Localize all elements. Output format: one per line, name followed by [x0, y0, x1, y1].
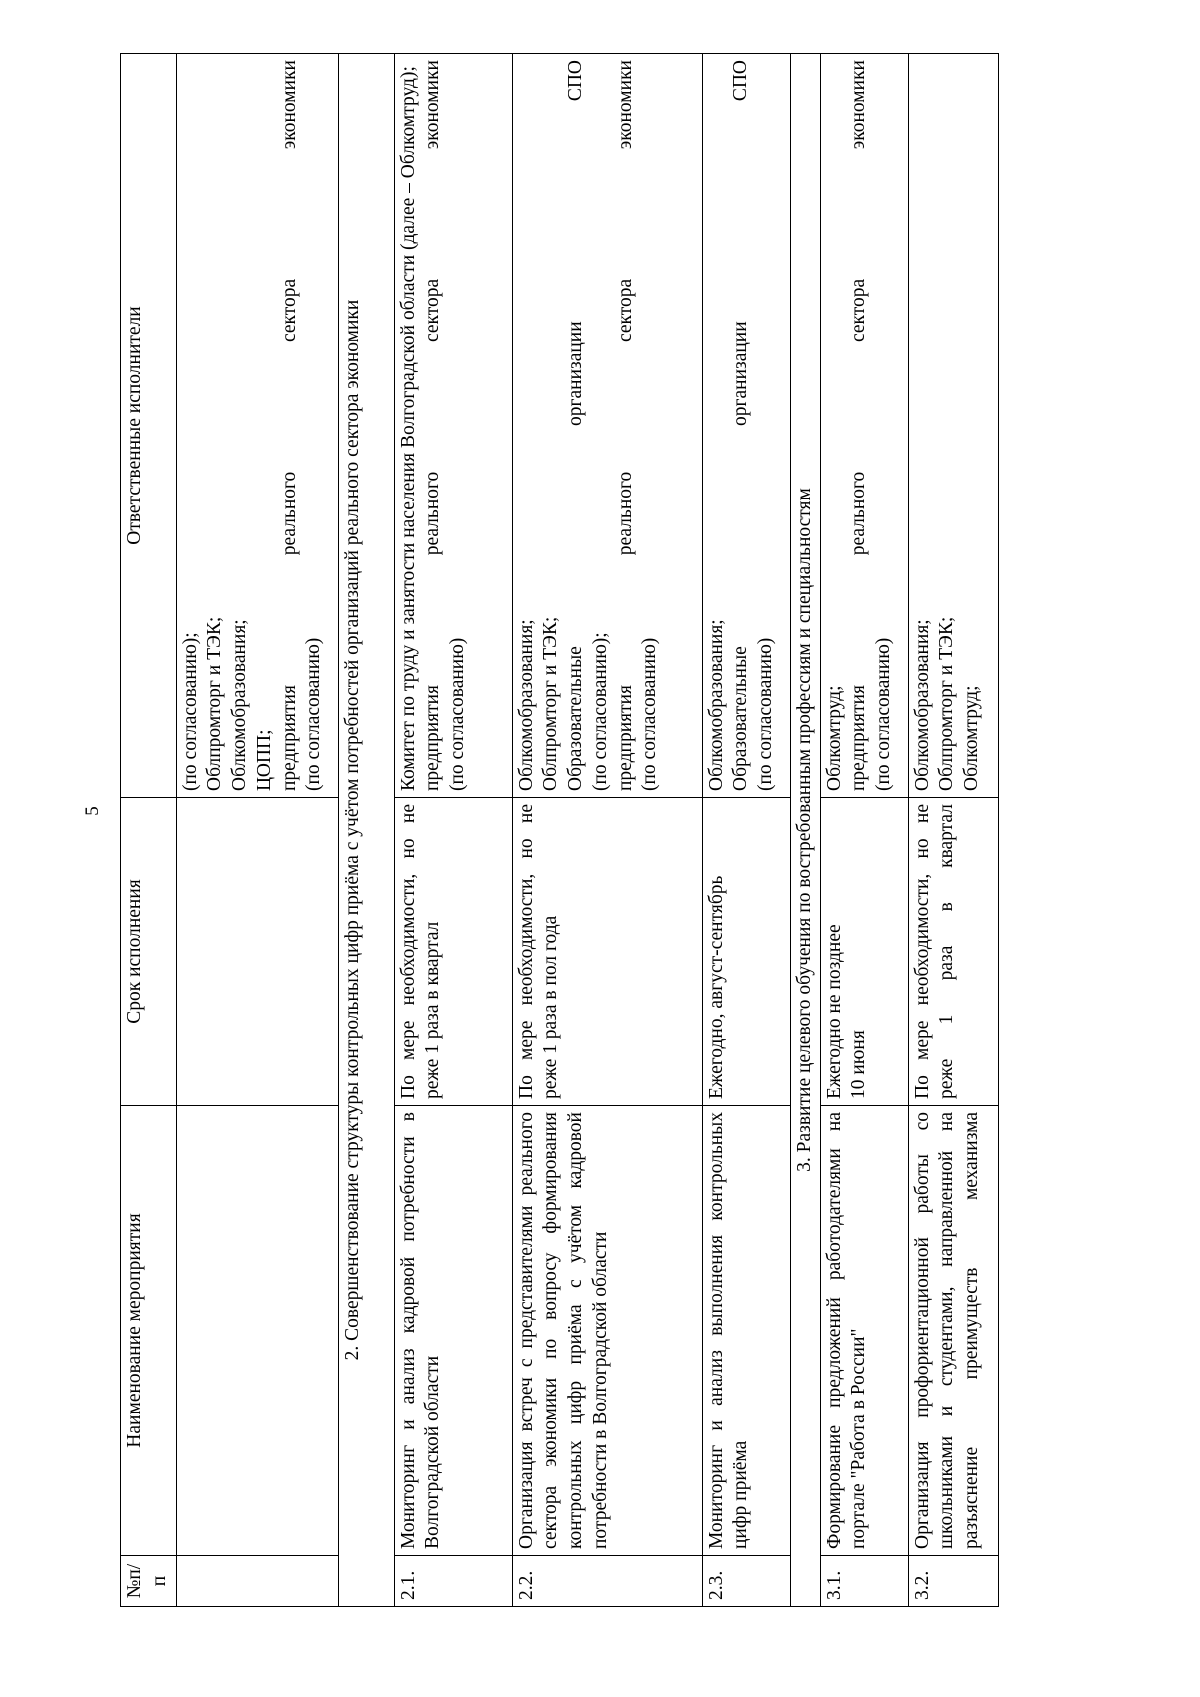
cell-name: Формирование предложений работодателями на портале "Работа в России": [820, 1106, 908, 1556]
resp-line: предприятия реального сектора экономики: [422, 60, 444, 791]
cell-name: Организация встреч с представителями реального сектора экономики по вопросу формирования контрольных цифр приёма с учётом кадровой потребности в Волгоградской области: [512, 1106, 702, 1556]
resp-line: ЦОПП;: [253, 729, 275, 791]
cell-name: Мониторинг и анализ выполнения контрольных цифр приёма: [702, 1106, 790, 1556]
cell-responsible: [702, 54, 790, 798]
section-heading-row: [338, 54, 394, 1607]
header-term: Срок исполнения: [121, 798, 177, 1106]
section-heading-row: [790, 54, 820, 1607]
table-header-row: [121, 54, 177, 1607]
table-row: [908, 54, 998, 1607]
resp-line: Комитет по труду и занятости населения Волгоградской области (далее – Облкомтруд);: [397, 66, 419, 791]
cell-responsible: [176, 54, 338, 798]
cell-responsible: [908, 54, 998, 798]
cell-num: 2.1.: [394, 1556, 512, 1607]
cell-term: По мере необходимости, но не реже 1 раза в пол года: [512, 798, 702, 1106]
section-2-title: 2. Совершенствование структуры контрольных цифр приёма с учётом потребностей организаций реального сектора экономики: [338, 54, 394, 1607]
table-row: [512, 54, 702, 1607]
table-row: [820, 54, 908, 1607]
cell-term: По мере необходимости, но не реже 1 раза в квартал: [908, 798, 998, 1106]
header-num: №п/п: [121, 1556, 177, 1607]
term-line: 10 июня: [848, 1030, 870, 1099]
resp-line: Облпромторг и ТЭК;: [936, 616, 958, 791]
resp-line: Облпромторг и ТЭК;: [540, 616, 562, 791]
resp-line: (по согласованию): [639, 637, 661, 791]
cell-name: Мониторинг и анализ кадровой потребности в Волгоградской области: [394, 1106, 512, 1556]
resp-line: (по согласованию): [303, 637, 325, 791]
cell-num: 2.2.: [512, 1556, 702, 1607]
cell-num: 3.1.: [820, 1556, 908, 1607]
cell-num: 2.3.: [702, 1556, 790, 1607]
cell-responsible: [512, 54, 702, 798]
cell-term: [176, 798, 338, 1106]
cell-num: [176, 1556, 338, 1607]
cell-responsible: [820, 54, 908, 798]
cell-term: Ежегодно, август-сентябрь: [702, 798, 790, 1106]
cell-responsible: [394, 54, 512, 798]
cell-name: [176, 1106, 338, 1556]
resp-line: Облкомобразования;: [515, 619, 537, 791]
resp-line: Образовательные организации СПО: [730, 60, 752, 791]
page-number: 5: [82, 806, 103, 816]
resp-line: Облпромторг и ТЭК;: [204, 616, 226, 791]
rotated-table-wrapper: [120, 54, 1072, 1607]
resp-line: предприятия реального сектора экономики: [614, 60, 636, 791]
table-row-continuation: [176, 54, 338, 1607]
header-name: Наименование мероприятия: [121, 1106, 177, 1556]
term-line: Ежегодно не позднее: [823, 924, 845, 1099]
resp-line: Облкомобразования;: [229, 619, 250, 791]
section-3-title: 3. Развитие целевого обучения по востребованным профессиям и специальностям: [790, 54, 820, 1607]
table-row: [394, 54, 512, 1607]
resp-line: Образовательные организации СПО: [565, 60, 586, 791]
cell-term: [820, 798, 908, 1106]
cell-term: По мере необходимости, но не реже 1 раза в квартал: [394, 798, 512, 1106]
resp-line: Облкомтруд;: [823, 685, 845, 791]
header-responsible: Ответственные исполнители: [121, 54, 177, 798]
resp-line: Облкомобразования;: [911, 619, 933, 791]
resp-line: предприятия реального сектора экономики: [278, 60, 300, 791]
resp-line: (по согласованию): [755, 637, 776, 791]
table-row: [702, 54, 790, 1607]
resp-line: (по согласованию);: [179, 632, 201, 791]
resp-line: предприятия реального сектора экономики: [848, 60, 870, 791]
resp-line: (по согласованию);: [589, 632, 611, 791]
cell-num: 3.2.: [908, 1556, 998, 1607]
resp-line: Облкомтруд;: [961, 685, 982, 791]
cell-name: Организация профориентационной работы со школьниками и студентами, направленной на разъяснение преимуществ механизма: [908, 1106, 998, 1556]
resp-line: (по согласованию): [873, 637, 894, 791]
resp-line: (по согласованию): [447, 637, 468, 791]
measures-table: [120, 53, 999, 1607]
resp-line: Облкомобразования;: [705, 619, 727, 791]
